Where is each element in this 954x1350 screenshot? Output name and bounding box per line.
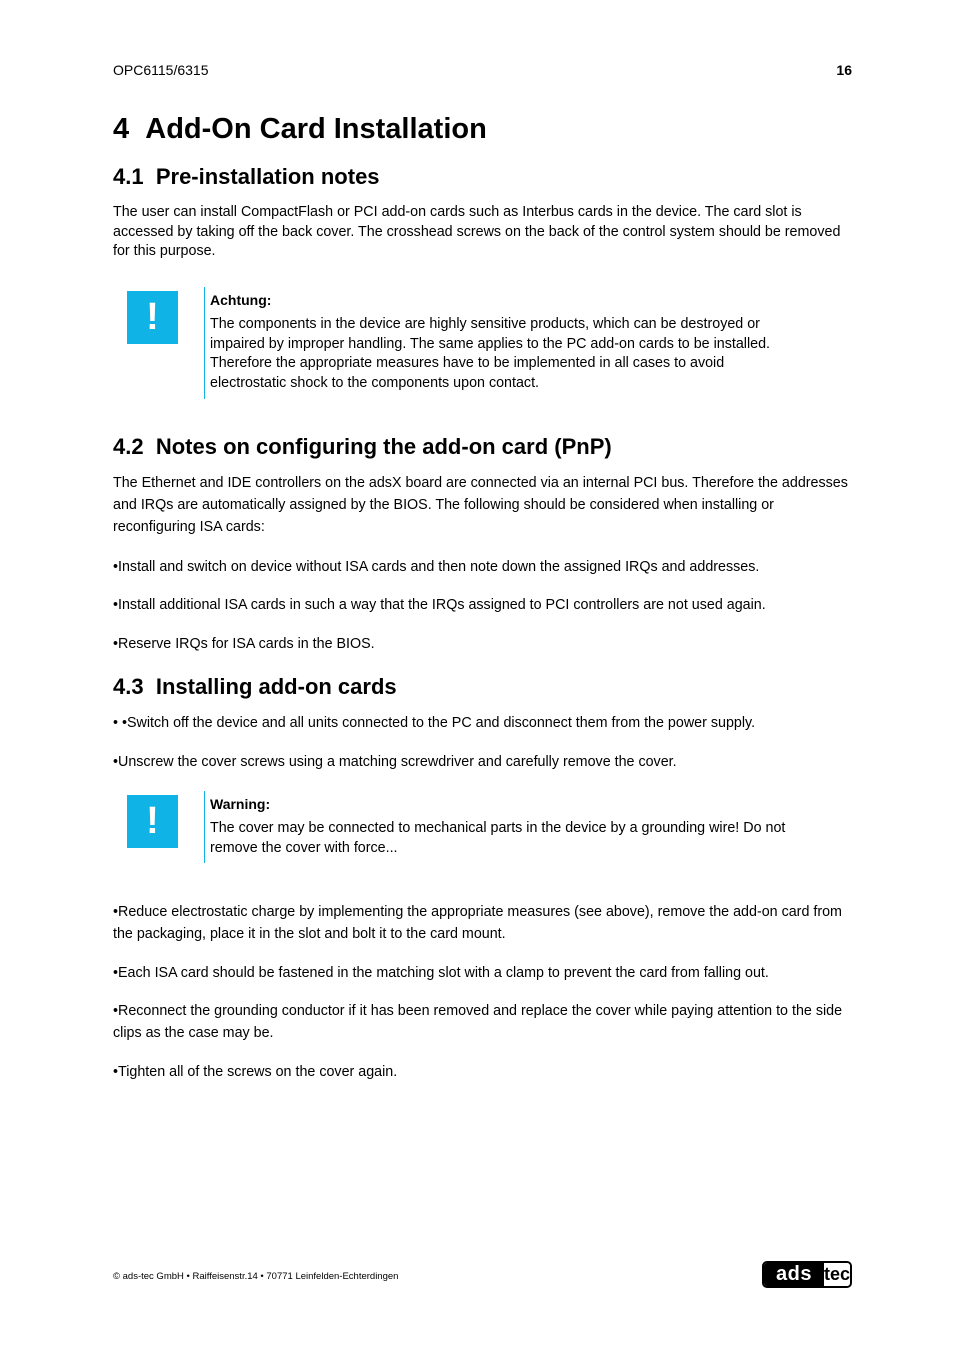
footer-text: © ads-tec GmbH • Raiffeisenstr.14 • 70771 Leinfelden-Echterdingen: [113, 1271, 399, 1282]
exclamation-icon: !: [127, 291, 178, 344]
logo-text-ads: ads: [764, 1263, 824, 1286]
note-body: The components in the device are highly sensitive products, which can be destroyed or impaired by improper handling. The same applies to the PC add-on cards to be installed. Therefore the appropriate measures have to be implemented in all cases to avoid electrostatic shock to the components upon contact.: [210, 316, 771, 391]
list-item: • •Switch off the device and all units connected to the PC and disconnect them from the power supply.: [113, 715, 756, 731]
paragraph: The user can install CompactFlash or PCI add-on cards such as Interbus cards in the device. The card slot is accessed by taking off the back cover. The crosshead screws on the back of the control system should be removed for this purpose.: [113, 204, 841, 260]
note-title: Warning:: [210, 796, 271, 812]
note-divider: [204, 287, 205, 399]
logo-text-tec: tec: [824, 1264, 851, 1284]
section-number: 4.3: [113, 674, 144, 699]
document-title: OPC6115/6315: [113, 62, 209, 78]
paragraph: The Ethernet and IDE controllers on the adsX board are connected via an internal PCI bus. Therefore the addresses and IRQs are automatically assigned by the BIOS. The following should be considered when installing or reconfiguring ISA cards:: [113, 475, 848, 535]
note-divider: [204, 791, 205, 863]
section-title: Notes on configuring the add-on card (PnP): [155, 434, 612, 459]
note-title: Achtung:: [210, 292, 272, 308]
list-item: •Install additional ISA cards in such a way that the IRQs assigned to PCI controllers are not used again.: [113, 597, 766, 613]
section-title: Installing add-on cards: [155, 674, 397, 699]
section-heading-4-3: [113, 674, 397, 700]
list-item: •Reserve IRQs for ISA cards in the BIOS.: [113, 636, 375, 652]
section-heading-4-1: [113, 164, 380, 190]
list-item: •Reduce electrostatic charge by implementing the appropriate measures (see above), remove the add-on card from the packaging, place it in the slot and bolt it to the card mount.: [113, 904, 842, 942]
list-item: •Reconnect the grounding conductor if it has been removed and replace the cover while paying attention to the side clips as the case may be.: [113, 1003, 843, 1041]
section-title: Pre-installation notes: [155, 164, 380, 189]
list-item: •Unscrew the cover screws using a matching screwdriver and carefully remove the cover.: [113, 754, 677, 770]
page-number: 16: [836, 62, 852, 78]
list-item: •Install and switch on device without ISA cards and then note down the assigned IRQs and addresses.: [113, 559, 760, 575]
company-logo: [762, 1261, 852, 1288]
note-body: The cover may be connected to mechanical parts in the device by a grounding wire! Do not remove the cover with force...: [210, 820, 786, 856]
list-item: •Tighten all of the screws on the cover again.: [113, 1064, 398, 1080]
chapter-number: 4: [113, 113, 130, 145]
chapter-heading: [113, 113, 487, 146]
list-item: •Each ISA card should be fastened in the matching slot with a clamp to prevent the card from falling out.: [113, 965, 769, 981]
section-heading-4-2: [113, 434, 612, 460]
exclamation-icon: !: [127, 795, 178, 848]
chapter-title: Add-On Card Installation: [145, 113, 487, 145]
section-number: 4.1: [113, 164, 144, 189]
section-number: 4.2: [113, 434, 144, 459]
